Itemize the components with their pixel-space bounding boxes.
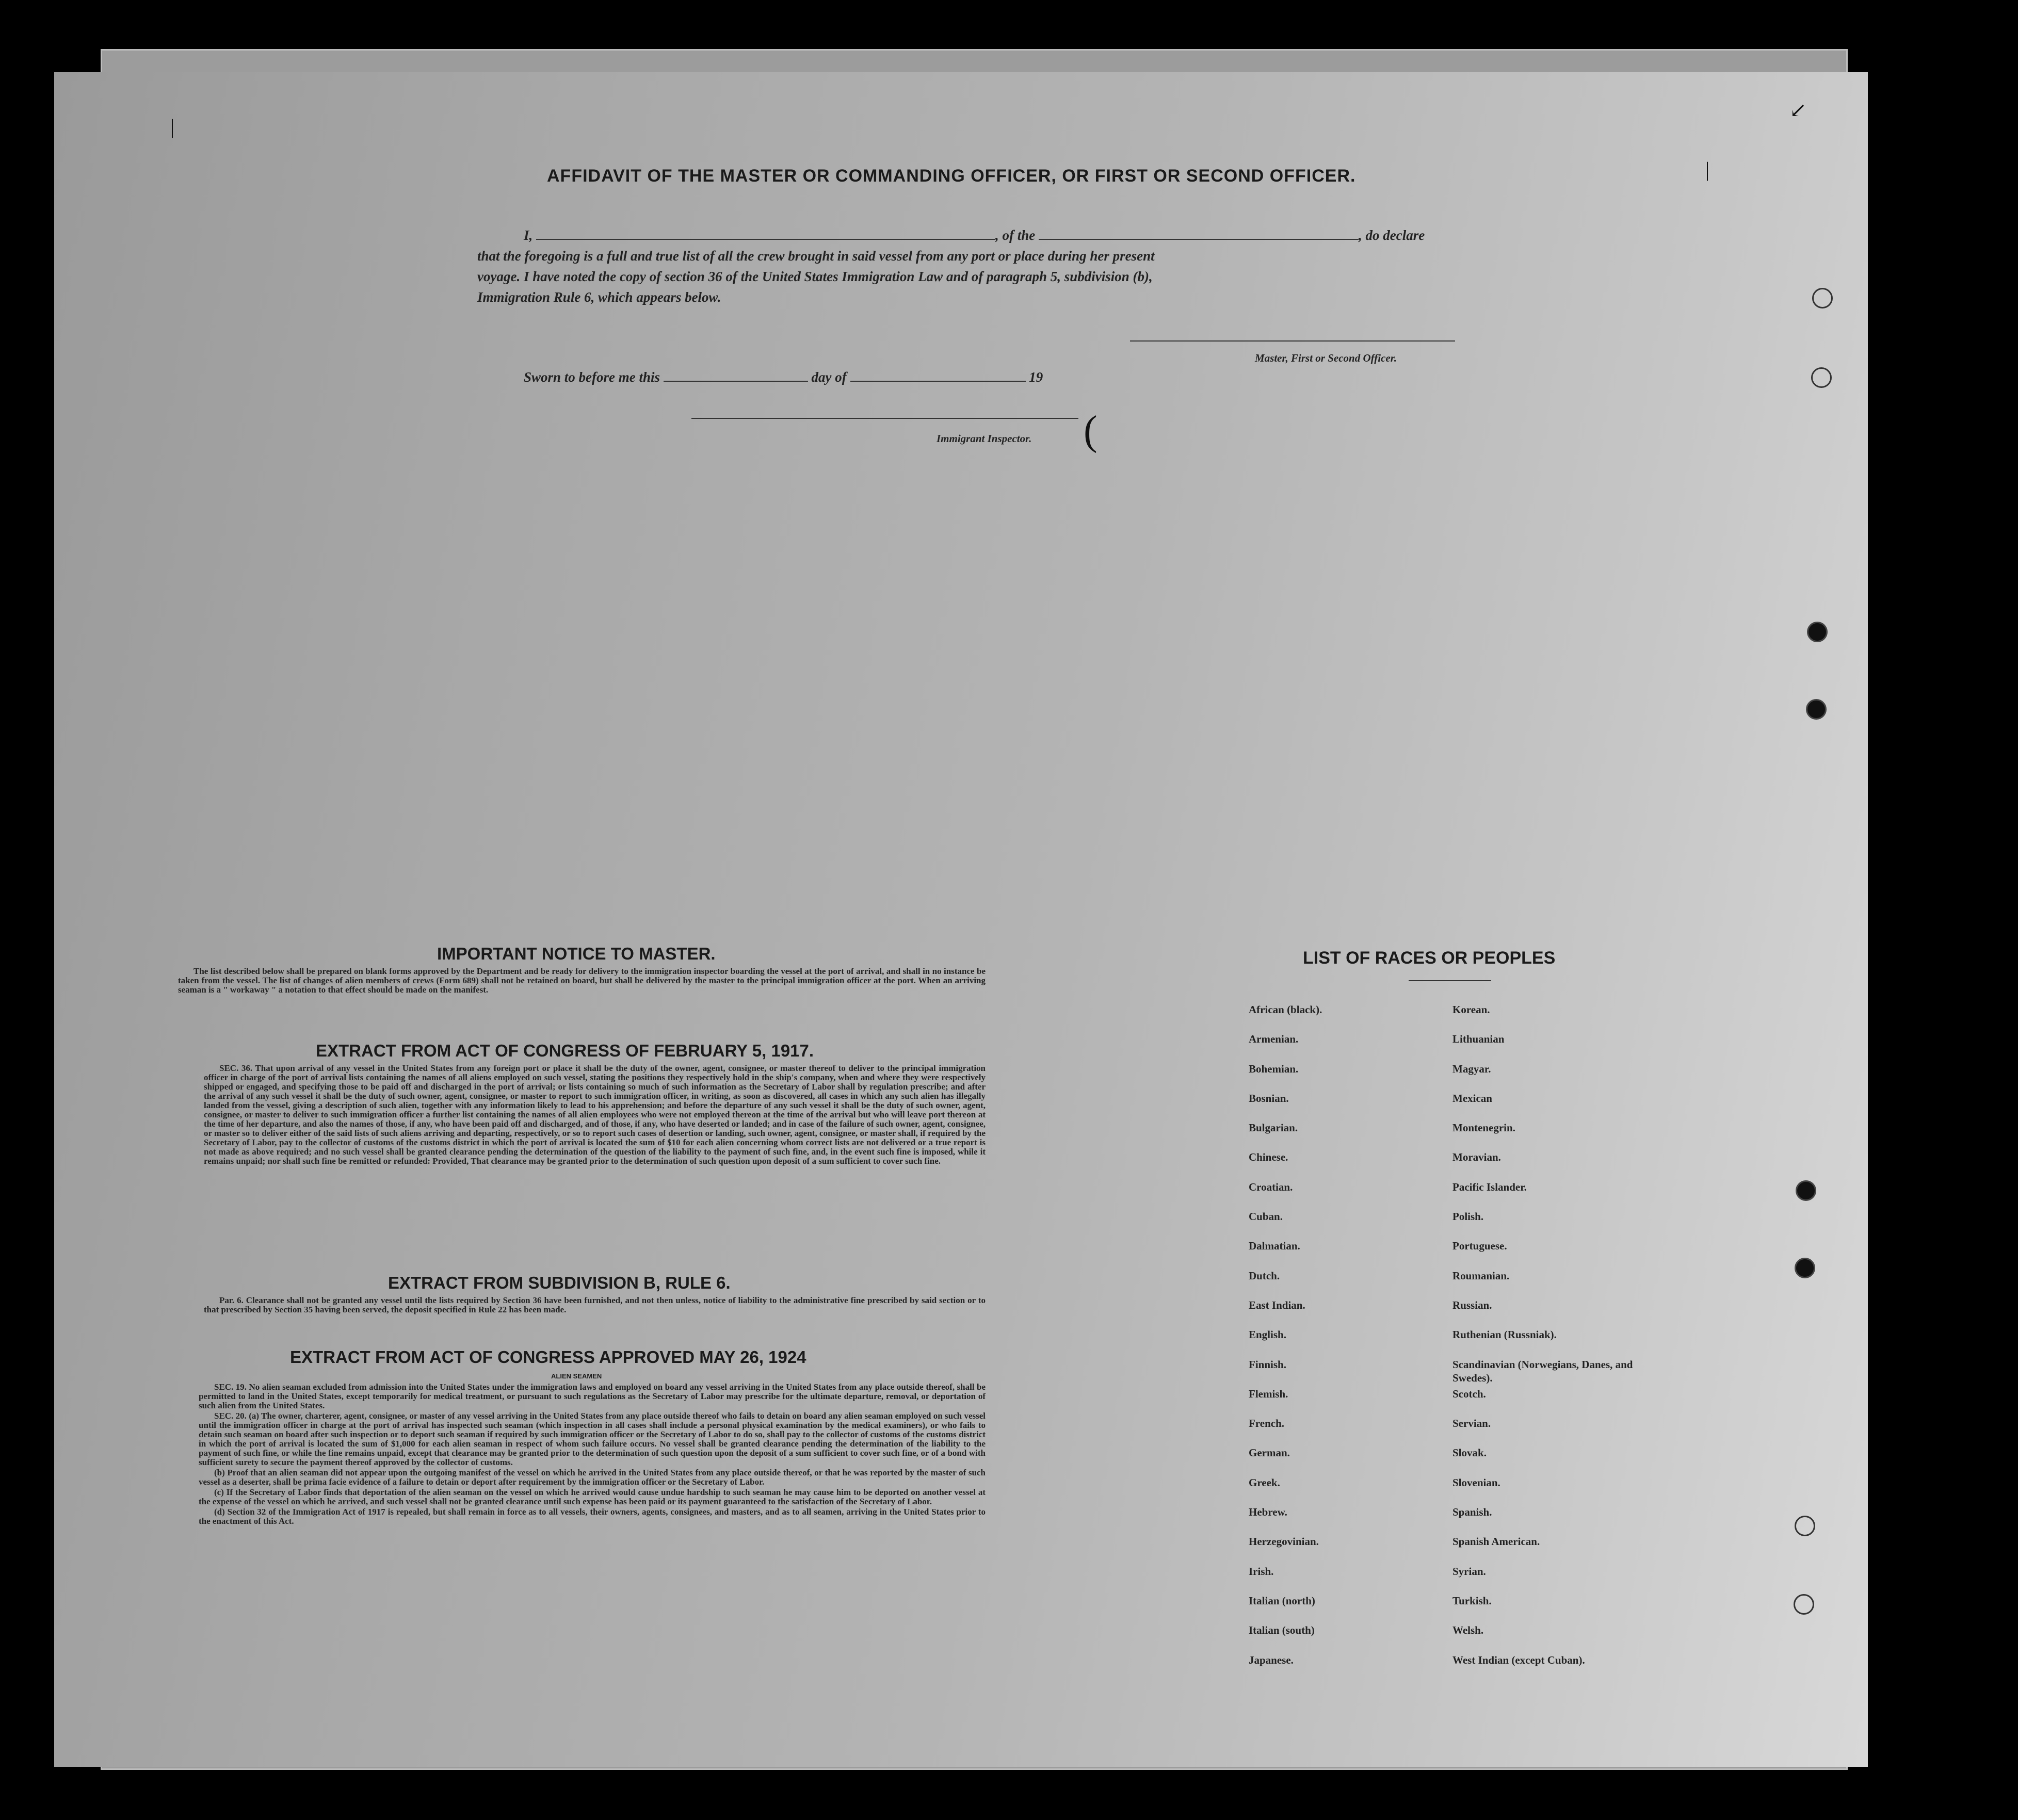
race-item: East Indian. xyxy=(1249,1298,1305,1311)
inspector-signature-line[interactable] xyxy=(691,418,1078,419)
races-title: LIST OF RACES OR PEOPLES xyxy=(1303,948,1556,968)
races-rule xyxy=(1409,980,1491,981)
race-item: Herzegovinian. xyxy=(1249,1535,1319,1548)
races-right-column xyxy=(1452,1003,1659,1683)
race-item: Servian. xyxy=(1452,1417,1491,1430)
punch-hole xyxy=(1811,367,1832,388)
race-item: Spanish American. xyxy=(1452,1535,1540,1548)
race-item: English. xyxy=(1249,1328,1286,1341)
race-item: Slovak. xyxy=(1452,1447,1487,1459)
race-item: Pacific Islander. xyxy=(1452,1180,1527,1193)
extract-1924-title: EXTRACT FROM ACT OF CONGRESS APPROVED MAY 26, 1924 xyxy=(290,1347,806,1367)
extract-1917-title: EXTRACT FROM ACT OF CONGRESS OF FEBRUARY 5, 1917. xyxy=(316,1041,814,1060)
extract-1924-sec20b: (b) Proof that an alien seaman did not appear upon the outgoing manifest of the vessel on which he arrived in the United States from any place outside thereof, or that he was reported by the master of such vessel as a deserter, shall be prima facie evidence of a failure to detain or deport after requirement by the immigration officer or the Secretary of Labor. xyxy=(199,1468,986,1487)
extract-rule6-text xyxy=(204,1296,986,1315)
race-item: Flemish. xyxy=(1249,1387,1288,1400)
inspector-label: Immigrant Inspector. xyxy=(937,432,1032,445)
extract-1924-sec20c: (c) If the Secretary of Labor finds that deportation of the alien seaman on the vessel on which he arrived would cause undue hardship to such seaman he may cause him to be deported on another vessel at the expense of the vessel on which he arrived, and such vessel shall not be granted clearance until such expense has been paid or its payment guaranteed to the satisfaction of the Secretary of Labor. xyxy=(199,1487,986,1506)
punch-hole xyxy=(1806,699,1827,720)
sworn-month-field[interactable] xyxy=(850,366,1026,382)
race-item: Scotch. xyxy=(1452,1387,1486,1400)
race-item: Italian (south) xyxy=(1249,1624,1315,1637)
punch-hole xyxy=(1795,1516,1815,1536)
race-item: Armenian. xyxy=(1249,1033,1299,1046)
extract-rule6-paragraph: Par. 6. Clearance shall not be granted any vessel until the lists required by Section 36 have been furnished, and not then unless, notice of liability to the administrative fine prescribed by said section or to that prescribed by Section 35 having been served, the deposit specified in Rule 22 has been made. xyxy=(204,1295,986,1314)
decl-i: I, xyxy=(524,228,533,243)
race-item: Scandinavian (Norwegians, Danes, and Swedes). xyxy=(1452,1358,1633,1384)
race-item: Welsh. xyxy=(1452,1624,1484,1637)
race-item: Bohemian. xyxy=(1249,1062,1299,1075)
handwritten-mark: ↙ xyxy=(1789,99,1807,122)
extract-1924-sec20d: (d) Section 32 of the Immigration Act of 1917 is repealed, but shall remain in force as to all vessels, their owners, agents, consignees, and masters, and as to all seamen, arriving in the United States prior to the enactment of this Act. xyxy=(199,1507,986,1526)
decl-line4: Immigration Rule 6, which appears below. xyxy=(477,289,721,305)
race-item: Spanish. xyxy=(1452,1506,1492,1519)
name-field[interactable] xyxy=(536,224,995,240)
race-item: Moravian. xyxy=(1452,1151,1501,1164)
race-item: French. xyxy=(1249,1417,1285,1430)
race-item: Montenegrin. xyxy=(1452,1122,1515,1134)
declaration xyxy=(477,224,1442,307)
affidavit-title: AFFIDAVIT OF THE MASTER OR COMMANDING OFFICER, OR FIRST OR SECOND OFFICER. xyxy=(547,166,1356,186)
extract-1924-text xyxy=(199,1383,986,1527)
handwritten-mark: | xyxy=(1705,158,1710,181)
race-item: Hebrew. xyxy=(1249,1506,1287,1519)
sworn-label: Sworn to before me this xyxy=(524,369,660,385)
race-item: Bosnian. xyxy=(1249,1092,1289,1104)
decl-line2: that the foregoing is a full and true list of all the crew brought in said vessel from any port or place during her present xyxy=(477,248,1155,264)
race-item: Japanese. xyxy=(1249,1653,1294,1666)
sworn-day-field[interactable] xyxy=(664,366,808,382)
race-item: Slovenian. xyxy=(1452,1476,1500,1489)
punch-hole xyxy=(1812,288,1833,308)
race-item: Bulgarian. xyxy=(1249,1122,1298,1134)
extract-1924-sec20a: SEC. 20. (a) The owner, charterer, agent, consignee, or master of any vessel arriving in the United States from any place outside thereof who fails to detain on board any alien seaman employed on such vessel until the immigration officer in charge at the port of arrival has inspected such seaman (which inspection in all cases shall include a personal physical examination by the medical examiners), or who fails to detain such seaman on board after such inspection or to deport such seaman if required by such immigration officer or the Secretary of Labor to do so, shall pay to the collector of customs of the customs district in which the port of arrival is located the sum of $1,000 for each alien seaman in respect of whom such failure occurs. No vessel shall be granted clearance pending the determination of the liability to the payment of such fine, or while the fine remains unpaid, except that clearance may be granted prior to the determination of such question upon the deposit of a sum sufficient to cover such fine, or of a bond with sufficient surety to secure the payment thereof approved by the collector of customs. xyxy=(199,1411,986,1467)
race-item: Dutch. xyxy=(1249,1269,1280,1282)
race-item: Syrian. xyxy=(1452,1565,1486,1578)
sworn-line xyxy=(524,366,1043,385)
year-label: 19 xyxy=(1029,369,1043,385)
race-item: Turkish. xyxy=(1452,1594,1492,1607)
race-item: Finnish. xyxy=(1249,1358,1286,1371)
race-item: Portuguese. xyxy=(1452,1240,1507,1253)
handwritten-bracket: ( xyxy=(1084,408,1097,453)
master-signature-line[interactable] xyxy=(1130,340,1455,342)
race-item: Korean. xyxy=(1452,1003,1490,1016)
punch-hole xyxy=(1807,622,1828,642)
extract-1917-paragraph: SEC. 36. That upon arrival of any vessel in the United States from any foreign port or place it shall be the duty of the owner, agent, consignee, or master thereof to deliver to the principal immigration officer in charge of the port of arrival lists containing the names of all aliens employed on such vessel, stating the positions they respectively hold in the ship's company, when and where they were respectively shipped or engaged, and specifying those to be paid off and discharged in the port of arrival; or lists containing so much of such information as the Secretary of Labor shall by regulation prescribe; and after the arrival of any such vessel it shall be the duty of such owner, agent, consignee, or master to report to such immigration officer, in writing, as soon as discovered, all cases in which any such alien has illegally landed from the vessel, giving a description of such alien, together with any information likely to lead to his apprehension; and before the departure of any such vessel it shall be the duty of such owner, agent, consignee, or master to deliver to such immigration officer a further list containing the names of all alien employees who were not employed thereon at the time of the arrival but who will leave port thereon at the time of her departure, and also the names of those, if any, who have been paid off and discharged, and of those, if any, who have deserted or landed; and in case of the failure of such owner, agent, consignee, or master so to deliver either of the said lists of such aliens arriving and departing, respectively, or so to report such cases of desertion or landing, such owner, agent, consignee, or master shall, if required by the Secretary of Labor, pay to the collector of customs of the customs district in which the port of arrival is located the sum of $10 for each alien concerning whom correct lists are not delivered or a true report is not made as above required; and no such vessel shall be granted clearance pending the determination of the question of the liability to the payment of such fine, and, in the event such fine is imposed, while it remains unpaid; nor shall such fine be remitted or refunded: Provided, That clearance may be granted prior to the determination of such question upon deposit of a sum sufficient to cover such fine. xyxy=(204,1063,986,1166)
race-item: Dalmatian. xyxy=(1249,1240,1300,1253)
day-of-label: day of xyxy=(811,369,847,385)
race-item: Roumanian. xyxy=(1452,1269,1510,1282)
race-item: Italian (north) xyxy=(1249,1594,1315,1607)
race-item: Mexican xyxy=(1452,1092,1492,1104)
punch-hole xyxy=(1796,1180,1816,1201)
race-item: Irish. xyxy=(1249,1565,1274,1578)
punch-hole xyxy=(1795,1258,1815,1278)
race-item: Magyar. xyxy=(1452,1062,1491,1075)
race-item: Cuban. xyxy=(1249,1210,1283,1223)
notice-title: IMPORTANT NOTICE TO MASTER. xyxy=(437,944,716,963)
race-item: German. xyxy=(1249,1447,1290,1459)
race-item: African (black). xyxy=(1249,1003,1322,1016)
notice-text xyxy=(178,967,986,996)
decl-of-the: , of the xyxy=(995,228,1036,243)
vessel-field[interactable] xyxy=(1039,224,1359,240)
race-item: Polish. xyxy=(1452,1210,1484,1223)
extract-1924-sec19: SEC. 19. No alien seaman excluded from admission into the United States under the immigration laws and employed on board any vessel arriving in the United States from any place outside thereof, shall be permitted to land in the United States, except temporarily for medical treatment, or pursuant to such regulations as the Secretary of Labor may prescribe for the ultimate departure, removal, or deportation of such alien from the United States. xyxy=(199,1382,986,1410)
decl-line3: voyage. I have noted the copy of section 36 of the United States Immigration Law and of paragraph 5, subdivision (b), xyxy=(477,269,1153,284)
decl-do-declare: , do declare xyxy=(1359,228,1425,243)
master-signature-label: Master, First or Second Officer. xyxy=(1255,352,1397,364)
races-left-column xyxy=(1249,1003,1322,1683)
race-item: Croatian. xyxy=(1249,1180,1293,1193)
extract-1917-text xyxy=(204,1064,986,1167)
punch-hole xyxy=(1794,1594,1814,1615)
race-item: Greek. xyxy=(1249,1476,1280,1489)
race-item: Ruthenian (Russniak). xyxy=(1452,1328,1557,1341)
notice-paragraph: The list described below shall be prepared on blank forms approved by the Department and be ready for delivery to the immigration inspector boarding the vessel at the port of arrival, and shall in no instance be taken from the vessel. The list of changes of alien members of crews (Form 689) shall not be retained on board, but shall be delivered by the master to the principal immigration officer at the port. When an arriving seaman is a " workaway " a notation to that effect should be made on the manifest. xyxy=(178,966,986,995)
extract-1924-subtitle: ALIEN SEAMEN xyxy=(551,1372,602,1380)
race-item: West Indian (except Cuban). xyxy=(1452,1653,1585,1666)
race-item: Lithuanian xyxy=(1452,1033,1505,1046)
race-item: Russian. xyxy=(1452,1298,1492,1311)
extract-rule6-title: EXTRACT FROM SUBDIVISION B, RULE 6. xyxy=(388,1273,731,1292)
handwritten-mark: | xyxy=(170,115,175,138)
race-item: Chinese. xyxy=(1249,1151,1288,1164)
